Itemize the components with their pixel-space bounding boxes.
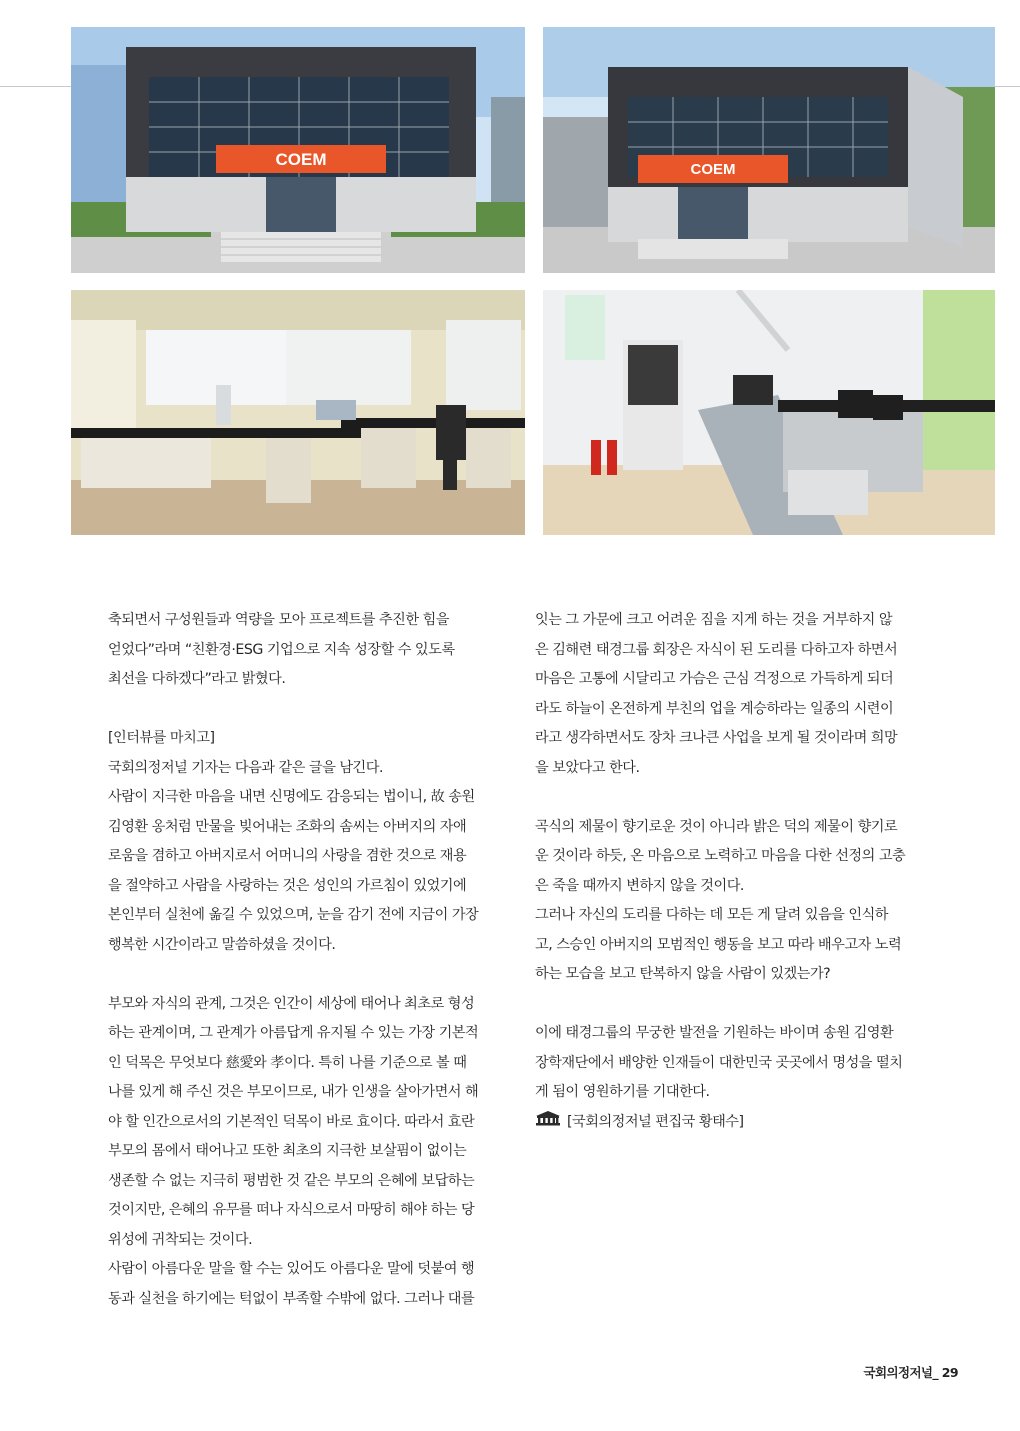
paragraph-line: 하는 모습을 보고 탄복하지 않을 사람이 있겠는가? [535,966,831,982]
paragraph-line: 잇는 그 가문에 크고 어려운 짐을 지게 하는 것을 거부하지 않 [535,612,893,628]
paragraph-line: 은 김해련 태경그룹 회장은 자식이 된 도리를 다하고자 하면서 [535,641,898,658]
paragraph-line: 그러나 자신의 도리를 다하는 데 모든 게 달려 있음을 인식하 [535,907,889,923]
byline [535,1108,935,1138]
paragraph-line: 부모와 자식의 관계, 그것은 인간이 세상에 태어나 최초로 형성 [108,995,475,1012]
paragraph-line: 본인부터 실천에 옮길 수 있었으며, 눈을 감기 전에 지금이 가장 [108,907,479,923]
article-right-column [535,606,935,1137]
paragraph-line: 부모의 몸에서 태어나고 또한 최초의 지극한 보살핌이 없이는 [108,1143,467,1159]
paragraph-line: 김영환 옹처럼 만물을 빚어내는 조화의 솜씨는 아버지의 자애 [108,818,467,835]
paragraph-line: 라도 하늘이 온전하게 부친의 업을 계승하라는 일종의 시련이 [535,700,894,717]
paragraph-line: 사람이 지극한 마음을 내면 신명에도 감응되는 법이니, 故 송원 [108,789,475,805]
paragraph-line: 게 됨이 영원하기를 기대한다. [535,1084,710,1100]
paragraph-line: 하는 관계이며, 그 관계가 아름답게 유지될 수 있는 가장 기본적 [108,1025,479,1041]
paragraph-line: 최선을 다하겠다”라고 밝혔다. [108,671,286,687]
paragraph-line: 얻었다”라며 “친환경·ESG 기업으로 지속 성장할 수 있도록 [108,641,455,658]
paragraph-line: 국회의정저널 기자는 다음과 같은 글을 남긴다. [108,759,383,776]
paragraph-line: 을 보았다고 한다. [535,759,640,776]
paragraph-line: 운 것이라 하듯, 온 마음으로 노력하고 마음을 다한 선정의 고충 [535,848,906,864]
paragraph-line: 장학재단에서 배양한 인재들이 대한민국 곳곳에서 명성을 떨치 [535,1054,903,1071]
top-rule-right [995,86,1020,87]
paragraph-line: 사람이 아름다운 말을 할 수는 있어도 아름다운 말에 덧붙여 행 [108,1261,475,1277]
paragraph-line: 축되면서 구성원들과 역량을 모아 프로젝트를 추진한 힘을 [108,612,449,628]
top-rule-left [0,86,71,87]
paragraph-line: 곡식의 제물이 향기로운 것이 아니라 밝은 덕의 제물이 향기로 [535,818,898,835]
paragraph-line: 로움을 겸하고 아버지로서 어머니의 사랑을 겸한 것으로 재용 [108,848,467,864]
paragraph-line: 야 할 인간으로서의 기본적인 덕목이 바로 효이다. 따라서 효란 [108,1113,475,1130]
building-columns-icon [535,1108,561,1138]
byline-text: [국회의정저널 편집국 황태수] [567,1113,744,1130]
coem-sign-text-2: COEM [690,161,736,178]
paragraph-line: 고, 스승인 아버지의 모범적인 행동을 보고 따라 배우고자 노력 [535,936,902,953]
page-footer-label: 국회의정저널_ 29 [863,1365,958,1380]
photo-building-side [543,27,995,273]
paragraph-line: 행복한 시간이라고 말씀하셨을 것이다. [108,936,336,953]
photo-building-front [71,27,525,273]
photo-instrument-room [543,290,995,535]
paragraph-line: 마음은 고통에 시달리고 가슴은 근심 걱정으로 가득하게 되더 [535,671,894,687]
paragraph-line: 나를 있게 해 주신 것은 부모이므로, 내가 인생을 살아가면서 해 [108,1084,479,1100]
article-left-column [108,606,511,1314]
paragraph-line: 동과 실천을 하기에는 턱없이 부족할 수밖에 없다. 그러나 대를 [108,1290,475,1307]
section-heading: [인터뷰를 마치고] [108,730,215,746]
coem-sign-text: COEM [275,150,327,169]
paragraph-line: 을 절약하고 사람을 사랑하는 것은 성인의 가르침이 있었기에 [108,877,467,894]
paragraph-line: 인 덕목은 무엇보다 慈愛와 孝이다. 특히 나를 기준으로 볼 때 [108,1054,467,1071]
paragraph-line: 라고 생각하면서도 장차 크나큰 사업을 보게 될 것이라며 희망 [535,730,898,746]
photo-laboratory [71,290,525,535]
paragraph-line: 이에 태경그룹의 무궁한 발전을 기원하는 바이며 송원 김영환 [535,1025,894,1041]
paragraph-line: 생존할 수 없는 지극히 평범한 것 같은 부모의 은혜에 보답하는 [108,1172,475,1189]
paragraph-line: 위성에 귀착되는 것이다. [108,1231,253,1248]
paragraph-line: 은 죽을 때까지 변하지 않을 것이다. [535,877,744,894]
paragraph-line: 것이지만, 은혜의 유무를 떠나 자식으로서 마땅히 해야 하는 당 [108,1202,475,1218]
